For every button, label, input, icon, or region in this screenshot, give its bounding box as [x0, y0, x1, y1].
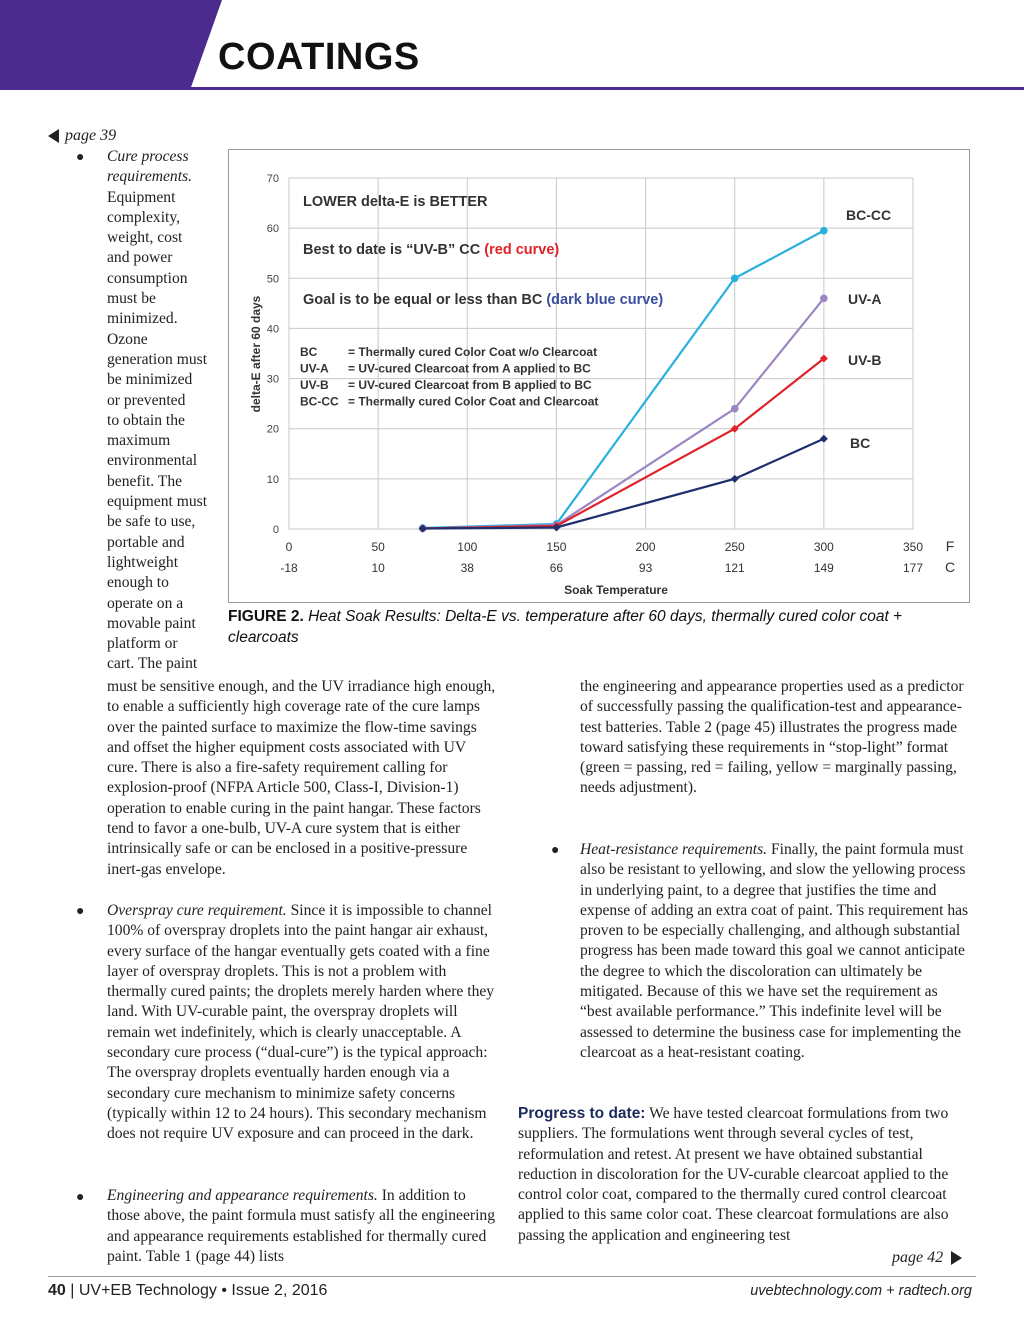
arrow-left-icon — [48, 129, 59, 143]
series-label: BC-CC — [846, 207, 892, 223]
footer-left — [48, 1282, 327, 1300]
overspray-body: Since it is impossible to channel 100% of overspray droplets into the paint hangar air exhaust, every surface of the hangar eventually gets coated with a fine layer of overspray droplets. This is not a problem with thermally cured paints; the droplets merely harden where they land. With UV-curable paint, the overspray droplets will remain wet indefinitely, which is clearly unacceptable. A secondary cure process (“dual-cure”) is the typical approach: The overspray droplets eventually harden enough via a secondary cure mechanism to minimize safety concerns (typically within 12 to 24 hours). This secondary mechanism does not require UV exposure and can proceed in the dark. — [107, 902, 495, 1143]
cure-process-line: complexity, — [107, 208, 181, 226]
y-tick-label: 50 — [266, 273, 279, 286]
cure-process-line: requirements. — [107, 168, 193, 186]
x-tick-label-f: 200 — [635, 540, 656, 554]
footer-divider — [48, 1276, 976, 1277]
cure-process-line: consumption — [107, 269, 188, 287]
y-tick-label: 60 — [266, 223, 279, 236]
engineering-paragraph — [107, 1186, 500, 1267]
cure-process-narrow — [107, 147, 222, 675]
annotation-lower-better: LOWER delta-E is BETTER — [303, 194, 488, 210]
x-unit-f: F — [945, 538, 955, 554]
cure-process-line: be safe to use, — [107, 513, 196, 531]
x-tick-label-f: 0 — [285, 540, 293, 554]
chart-svg — [229, 150, 971, 604]
series-label: BC — [850, 435, 871, 451]
data-point — [820, 227, 828, 235]
figure-caption-text: Heat Soak Results: Delta-E vs. temperature after 60 days, thermally cured color coat + clearcoats — [228, 608, 903, 646]
previous-page-link[interactable] — [48, 127, 116, 145]
cure-process-line: generation must — [107, 350, 208, 368]
cure-process-line: Equipment — [107, 188, 176, 206]
x-tick-label-f: 50 — [371, 540, 385, 554]
y-tick-label: 20 — [266, 423, 279, 436]
y-tick-label: 30 — [266, 373, 279, 386]
y-tick-label: 70 — [266, 173, 279, 185]
x-tick-label-f: 250 — [724, 540, 745, 554]
legend-abbr: UV-B — [300, 378, 329, 392]
cure-process-line: Ozone — [107, 330, 148, 348]
cure-process-line: weight, cost — [107, 229, 183, 247]
cure-process-line: be minimized — [107, 371, 193, 389]
cure-process-continuation: must be sensitive enough, and the UV irradiance high enough, to enable a sufficiently high coverage rate of the cure lamps over the painted surface to maximize the flow-time savings and offset the higher equipment costs associated with UV cure. There is also a fire-safety requirement calling for explosion-proof (NFPA Article 500, Class-I, Division-1) operation to enable curing in the paint hangar. These factors tend to favor a one-bulb, UV-A cure system that is either intrinsically safe or can be enclosed in a positive-pressure inert-gas envelope. — [107, 678, 496, 878]
cure-process-line: lightweight — [107, 553, 179, 571]
cure-process-line: or prevented — [107, 391, 186, 409]
legend-desc: = UV-cured Clearcoat from A applied to BC — [348, 361, 591, 376]
bullet-cure-process: ● — [76, 150, 85, 165]
annotation-best-to-date: Best to date is “UV-B” CC (red curve) — [303, 242, 560, 258]
next-page-link[interactable] — [892, 1249, 962, 1267]
progress-body: We have tested clearcoat formulations from two suppliers. The formulations went through several cycles of test, reformulation and retest. At present we have obtained substantial reduction in discoloration for the UV-curable clearcoat applied to the control color coat, compared to the thermally cured control clearcoat applied to this same color coat. These clearcoat formulations are also passing the application and engineering test — [518, 1105, 949, 1244]
cure-process-line: environmental — [107, 452, 198, 470]
legend-desc: = Thermally cured Color Coat and Clearcoat — [348, 394, 599, 409]
footer-separator: | — [70, 1282, 79, 1299]
right-continuation: the engineering and appearance properties used as a predictor of successfully passing the qualification-test and appearance-test batteries. Table 2 (page 45) illustrates the progress made toward satisfying these requirements in “stop-light” format (green = passing, red = failing, yellow = marginally passing, needs adjustment). — [580, 678, 964, 797]
x-tick-label-f: 150 — [546, 540, 567, 554]
cure-process-line: must be — [107, 290, 156, 308]
cure-process-line: Cure process — [107, 148, 189, 165]
figure-caption — [228, 606, 973, 648]
y-axis-label: delta-E after 60 days — [249, 295, 263, 413]
legend-desc: = UV-cured Clearcoat from B applied to BC — [348, 378, 592, 392]
cure-process-line: enough to — [107, 574, 169, 592]
footer-sites: uvebtechnology.com + radtech.org — [750, 1283, 972, 1299]
cure-process-line: benefit. The — [107, 472, 183, 490]
bullet-heat-resistance: ● — [551, 843, 560, 858]
data-point — [731, 274, 739, 282]
heat-resistance-paragraph — [580, 840, 972, 1063]
series-label: UV-A — [848, 291, 882, 307]
cure-process-line: portable and — [107, 533, 185, 551]
x-tick-label-c: -18 — [280, 561, 298, 575]
figure-chart — [228, 149, 970, 603]
cure-process-line: platform or — [107, 635, 178, 653]
annotation-goal: Goal is to be equal or less than BC (dark blue curve) — [303, 292, 664, 308]
legend-abbr: BC — [300, 345, 318, 359]
overspray-paragraph — [107, 901, 500, 1145]
cure-process-line: minimized. — [107, 310, 178, 328]
heat-resistance-heading: Heat-resistance requirements. — [580, 841, 768, 858]
cure-process-line: operate on a — [107, 594, 184, 612]
legend-abbr: BC-CC — [300, 394, 339, 409]
x-tick-label-c: 10 — [371, 561, 385, 575]
cure-process-line: cart. The paint — [107, 655, 198, 673]
arrow-right-icon — [951, 1251, 962, 1265]
next-page-label: page 42 — [892, 1249, 944, 1266]
x-unit-c: C — [944, 559, 956, 575]
header-band — [0, 0, 1024, 90]
legend-desc: = Thermally cured Color Coat w/o Clearcoat — [348, 345, 598, 359]
page-number: 40 — [48, 1282, 66, 1299]
progress-paragraph — [518, 1104, 972, 1246]
heat-resistance-body: Finally, the paint formula must also be resistant to yellowing, and slow the yellowing process in underlying paint, to a degree that justifies the time and expense of adding an extra coat of paint. This requirement has proven to be especially challenging, and although substantial progress has been made toward this goal we cannot anticipate the degree to which the discoloration can ultimately be mitigated. Because of this we have set the requirement as “best available performance.” This indefinite level will be assessed to determine the business case for implementing the clearcoat as a heat-resistant coating. — [580, 841, 969, 1061]
y-tick-label: 0 — [272, 524, 279, 536]
progress-lead-in: Progress to date: — [518, 1105, 646, 1122]
y-tick-label: 40 — [266, 323, 279, 336]
cure-process-line: to obtain the — [107, 411, 185, 429]
previous-page-label: page 39 — [65, 127, 117, 144]
section-title: COATINGS — [218, 36, 420, 78]
series-label: UV-B — [848, 352, 882, 368]
engineering-heading: Engineering and appearance requirements. — [107, 1187, 378, 1204]
x-tick-label-c: 93 — [638, 561, 653, 575]
bullet-overspray: ● — [76, 904, 85, 919]
x-axis-label: Soak Temperature — [564, 583, 668, 597]
x-tick-label-c: 149 — [813, 561, 834, 575]
figure-label: FIGURE 2. — [228, 608, 304, 625]
cure-process-line: movable paint — [107, 614, 196, 632]
data-point — [731, 405, 739, 413]
legend-abbr: UV-A — [300, 361, 329, 376]
cure-process-line: and power — [107, 249, 173, 267]
cure-process-line: maximum — [107, 432, 171, 450]
bullet-engineering: ● — [76, 1190, 85, 1205]
engineering-body: In addition to those above, the paint formula must satisfy all the engineering and appearance requirements established for thermally cured paint. Table 1 (page 44) lists — [107, 1187, 496, 1265]
x-tick-label-c: 38 — [460, 561, 474, 575]
x-tick-label-c: 66 — [549, 561, 564, 575]
x-tick-label-f: 300 — [813, 540, 834, 554]
x-tick-label-f: 350 — [902, 540, 924, 554]
data-point — [820, 295, 828, 303]
publication-name: UV+EB Technology • Issue 2, 2016 — [78, 1282, 328, 1299]
cure-process-line: equipment must — [107, 493, 208, 511]
x-tick-label-c: 121 — [724, 561, 745, 575]
overspray-heading: Overspray cure requirement. — [107, 902, 287, 919]
x-tick-label-c: 177 — [902, 561, 924, 575]
y-tick-label: 10 — [266, 473, 279, 486]
x-tick-label-f: 100 — [457, 540, 478, 554]
